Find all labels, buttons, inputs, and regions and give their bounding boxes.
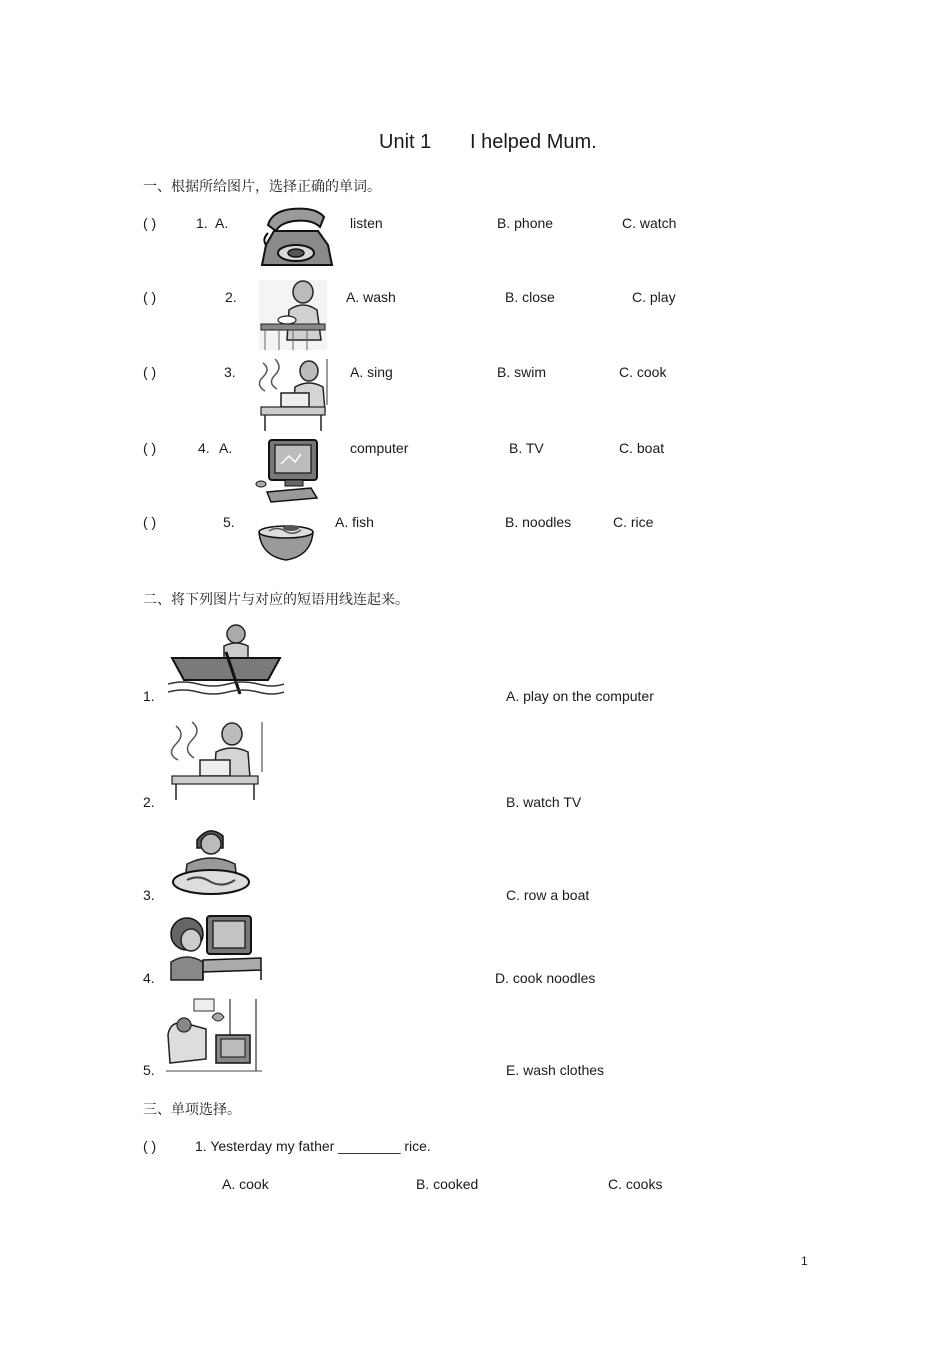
s1-q4-lead: A.	[219, 440, 233, 456]
s3-q1-option-a[interactable]: A. cook	[222, 1176, 269, 1192]
s1-q1-option-c[interactable]: C. watch	[622, 215, 677, 231]
wash-clothes-picture	[167, 824, 253, 900]
s1-q5-option-c[interactable]: C. rice	[613, 514, 654, 530]
s1-q3-option-c[interactable]: C. cook	[619, 364, 667, 380]
s1-q4-bracket[interactable]: ( )	[143, 440, 157, 456]
s1-q1-lead: A.	[215, 215, 229, 231]
s2-item2-num: 2.	[143, 794, 155, 810]
s1-q1-option-b[interactable]: B. phone	[497, 215, 554, 231]
s3-q1-option-b[interactable]: B. cooked	[416, 1176, 479, 1192]
s1-q5-bracket[interactable]: ( )	[143, 514, 157, 530]
s1-q4-num: 4.	[198, 440, 210, 456]
section2-heading: 二、将下列图片与对应的短语用线连起来。	[143, 592, 409, 608]
s2-item1-num: 1.	[143, 688, 155, 704]
s2-item3-num: 3.	[143, 887, 155, 903]
telephone-picture	[258, 205, 334, 271]
s1-q2-option-b[interactable]: B. close	[505, 289, 555, 305]
s1-q3-option-b[interactable]: B. swim	[497, 364, 546, 380]
s3-q1-bracket[interactable]: ( )	[143, 1138, 157, 1154]
watch-tv-picture	[166, 995, 262, 1075]
s1-q3-bracket[interactable]: ( )	[143, 364, 157, 380]
s1-q2-num: 2.	[225, 289, 237, 305]
s2-item2-phrase[interactable]: B. watch TV	[506, 794, 582, 810]
computer-picture	[255, 436, 323, 504]
s1-q2-option-c[interactable]: C. play	[632, 289, 676, 305]
s1-q4-option-b[interactable]: B. TV	[509, 440, 544, 456]
section1-heading: 一、根据所给图片，选择正确的单词。	[143, 179, 381, 195]
page-number: 1	[801, 1254, 808, 1268]
s2-item4-num: 4.	[143, 970, 155, 986]
noodle-bowl-picture	[255, 518, 317, 562]
s1-q2-option-a[interactable]: A. wash	[346, 289, 396, 305]
s1-q5-num: 5.	[223, 514, 235, 530]
s1-q3-option-a[interactable]: A. sing	[350, 364, 393, 380]
s1-q1-num: 1.	[196, 215, 208, 231]
s1-q1-option-a[interactable]: listen	[350, 215, 383, 231]
s2-item5-num: 5.	[143, 1062, 155, 1078]
s1-q5-option-a[interactable]: A. fish	[335, 514, 374, 530]
s3-q1-text: 1. Yesterday my father ________ rice.	[195, 1138, 431, 1154]
s1-q5-option-b[interactable]: B. noodles	[505, 514, 572, 530]
s1-q4-option-c[interactable]: C. boat	[619, 440, 665, 456]
row-boat-picture	[168, 622, 284, 700]
title-name: I helped Mum.	[470, 131, 597, 153]
section3-heading: 三、单项选择。	[143, 1102, 241, 1118]
computer-boy-picture	[167, 912, 265, 982]
cooking-picture	[255, 355, 335, 433]
s2-item4-phrase[interactable]: D. cook noodles	[495, 970, 596, 986]
s1-q2-bracket[interactable]: ( )	[143, 289, 157, 305]
s1-q3-num: 3.	[224, 364, 236, 380]
cook-picture	[166, 716, 270, 802]
washing-dishes-picture	[259, 280, 327, 350]
s3-q1-option-c[interactable]: C. cooks	[608, 1176, 663, 1192]
s1-q4-option-a[interactable]: computer	[350, 440, 409, 456]
s1-q1-bracket[interactable]: ( )	[143, 215, 157, 231]
title-unit: Unit 1	[379, 131, 432, 153]
s2-item1-phrase[interactable]: A. play on the computer	[506, 688, 654, 704]
s2-item5-phrase[interactable]: E. wash clothes	[506, 1062, 605, 1078]
s2-item3-phrase[interactable]: C. row a boat	[506, 887, 590, 903]
